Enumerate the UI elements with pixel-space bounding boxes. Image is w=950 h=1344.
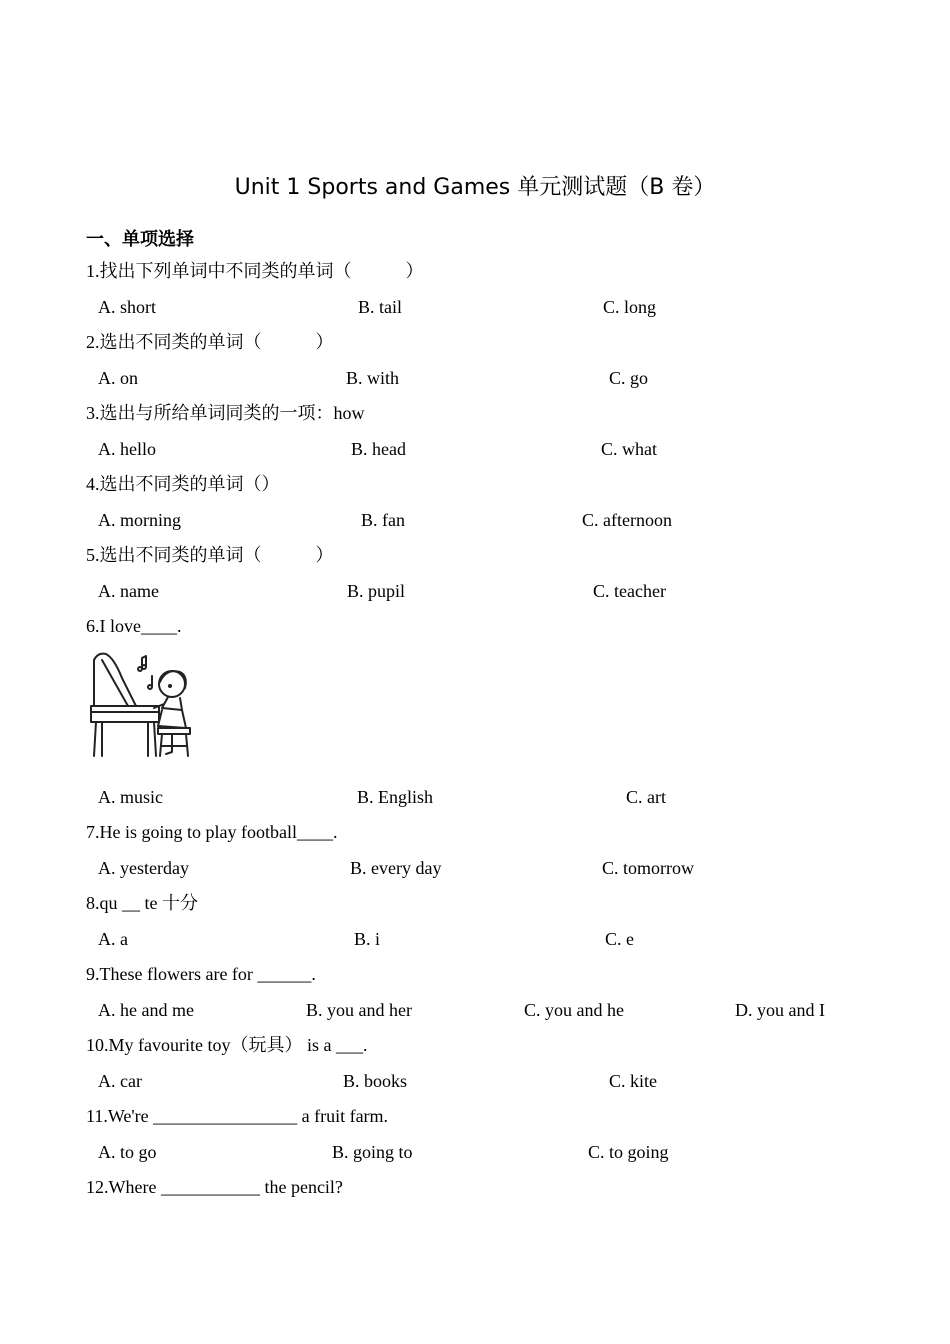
q7-option-c: C. tomorrow	[602, 858, 694, 878]
question-3: 3.选出与所给单词同类的一项：how	[86, 403, 365, 423]
q2-option-c: C. go	[609, 368, 649, 388]
q2-option-a: A. on	[98, 368, 138, 388]
q1-option-a: A. short	[98, 297, 156, 317]
q9-option-b: B. you and her	[306, 1000, 412, 1020]
q5-option-c: C. teacher	[593, 581, 666, 601]
q10-option-a: A. car	[98, 1071, 142, 1091]
q1-option-b: B. tail	[358, 297, 402, 317]
q9-option-d: D. you and I	[735, 1000, 825, 1020]
question-10: 10.My favourite toy（玩具） is a ___.	[86, 1035, 368, 1055]
q5-option-a: A. name	[98, 581, 159, 601]
q4-option-b: B. fan	[361, 510, 405, 530]
q9-option-c: C. you and he	[524, 1000, 624, 1020]
q6-option-b: B. English	[357, 787, 434, 807]
q5-option-b: B. pupil	[347, 581, 406, 601]
q4-option-c: C. afternoon	[582, 510, 672, 530]
q2-option-b: B. with	[346, 368, 400, 388]
question-7: 7.He is going to play football____.	[86, 822, 338, 842]
q1-option-c: C. long	[603, 297, 657, 317]
girl-playing-piano-picture	[88, 648, 200, 760]
q8-option-b: B. i	[354, 929, 381, 949]
q4-option-a: A. morning	[98, 510, 181, 530]
q10-option-c: C. kite	[609, 1071, 657, 1091]
q6-option-a: A. music	[98, 787, 163, 807]
q7-option-b: B. every day	[350, 858, 442, 878]
page-title: Unit 1 Sports and Games 单元测试题（B 卷）	[234, 175, 716, 200]
q9-option-a: A. he and me	[98, 1000, 194, 1020]
q6-option-c: C. art	[626, 787, 666, 807]
question-11: 11.We're ________________ a fruit farm.	[86, 1106, 389, 1126]
question-1: 1.找出下列单词中不同类的单词（ ）	[86, 261, 424, 281]
q7-option-a: A. yesterday	[98, 858, 189, 878]
q8-option-c: C. e	[605, 929, 634, 949]
question-12: 12.Where ___________ the pencil?	[86, 1177, 343, 1197]
q11-option-a: A. to go	[98, 1142, 157, 1162]
q3-option-c: C. what	[601, 439, 657, 459]
question-5: 5.选出不同类的单词（ ）	[86, 545, 334, 565]
section-heading: 一、单项选择	[86, 229, 194, 250]
q8-option-a: A. a	[98, 929, 128, 949]
question-8: 8.qu __ te 十分	[86, 893, 198, 913]
question-6: 6.I love____.	[86, 616, 182, 636]
question-9: 9.These flowers are for ______.	[86, 964, 316, 984]
q11-option-c: C. to going	[588, 1142, 669, 1162]
q3-option-a: A. hello	[98, 439, 156, 459]
question-4: 4.选出不同类的单词（）	[86, 474, 280, 494]
q11-option-b: B. going to	[332, 1142, 413, 1162]
question-2: 2.选出不同类的单词（ ）	[86, 332, 334, 352]
q10-option-b: B. books	[343, 1071, 408, 1091]
q3-option-b: B. head	[351, 439, 406, 459]
